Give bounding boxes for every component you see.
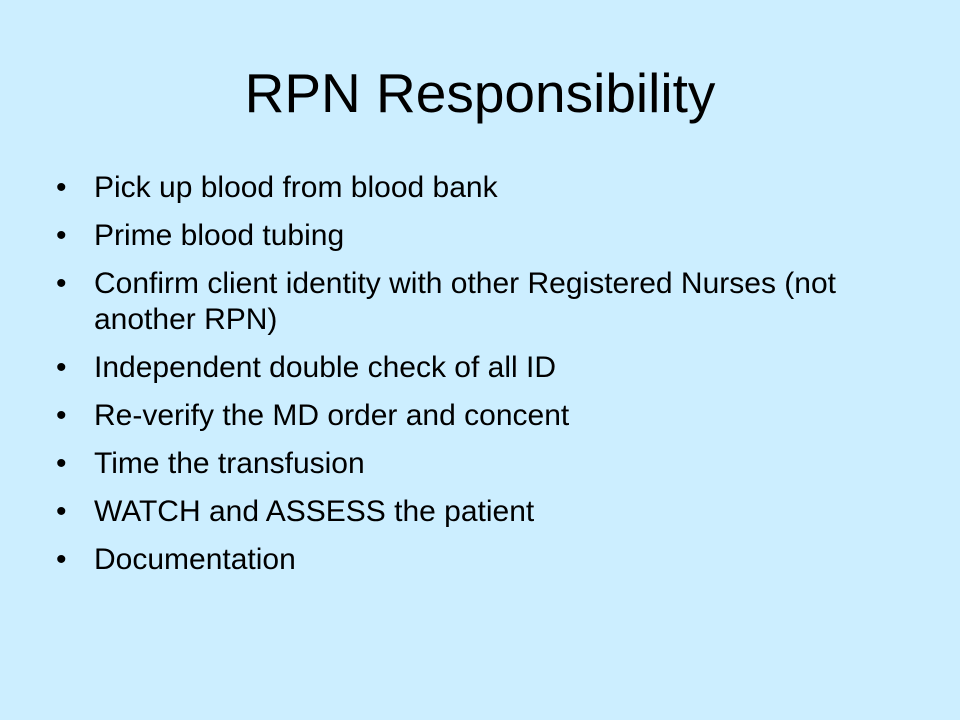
bullet-text: Pick up blood from blood bank <box>94 171 498 204</box>
bullet-item-watch-assess <box>56 494 896 530</box>
bullet-item-pick-up-blood <box>56 170 896 206</box>
bullet-item-prime-tubing <box>56 218 896 254</box>
bullet-text: Independent double check of all ID <box>94 351 556 384</box>
bullet-text: Re-verify the MD order and concent <box>94 399 570 432</box>
bullet-marker: • <box>56 447 67 480</box>
bullet-marker: • <box>56 267 67 300</box>
bullet-text: Time the transfusion <box>94 447 365 480</box>
bullet-marker: • <box>56 543 67 576</box>
bullet-text: Documentation <box>94 543 296 576</box>
bullet-marker: • <box>56 399 67 432</box>
bullet-marker: • <box>56 219 67 252</box>
bullet-marker: • <box>56 495 67 528</box>
bullet-marker: • <box>56 171 67 204</box>
bullet-item-double-check <box>56 350 896 386</box>
bullet-text: Prime blood tubing <box>94 219 345 252</box>
bullet-text: WATCH and ASSESS the patient <box>94 495 535 528</box>
bullet-list <box>56 170 896 590</box>
bullet-text: Confirm client identity with other Registered Nurses (not another RPN) <box>94 267 836 336</box>
bullet-marker: • <box>56 351 67 384</box>
bullet-item-confirm-identity <box>56 266 896 338</box>
slide-title: RPN Responsibility <box>244 62 716 124</box>
bullet-item-reverify-order <box>56 398 896 434</box>
bullet-item-documentation <box>56 542 896 578</box>
bullet-item-time-transfusion <box>56 446 896 482</box>
